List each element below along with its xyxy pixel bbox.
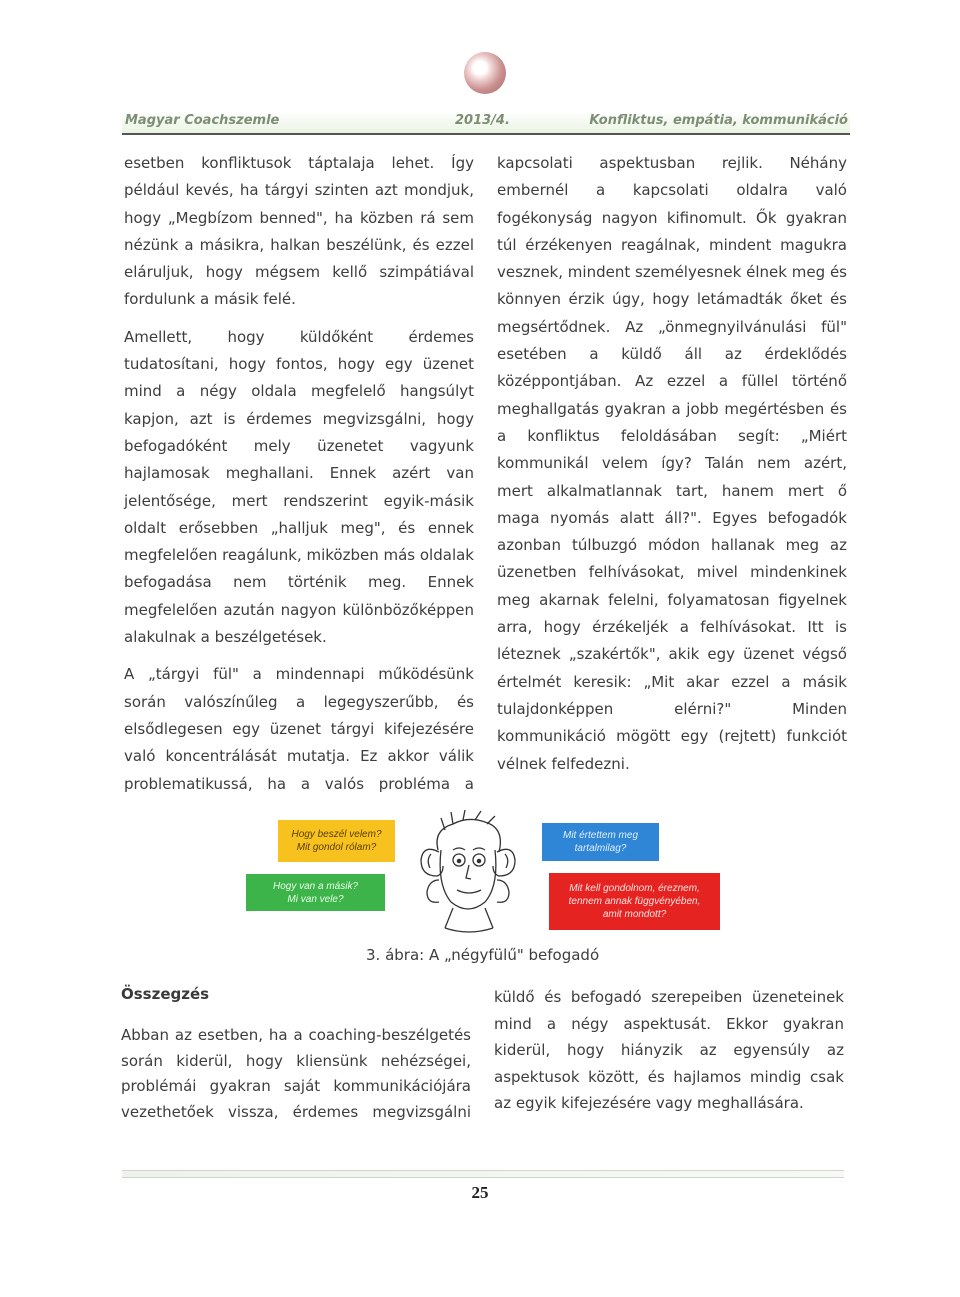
text-line: problematikussá, ha a valós probléma a [124,774,474,793]
text-line: kommunikáció mögött egy (rejtett) funkciót [497,727,847,746]
right-text-column [497,150,847,778]
box-line: tartalmilag? [574,843,627,854]
text-line: megfelelően reagálunk, miközben más oldalak [124,546,474,565]
text-line: vezethetőek vissza, érdemes megvizsgálni [121,1102,471,1121]
page-number: 25 [471,1183,489,1202]
text-line: Abban az esetben, ha a coaching-beszélgetés [121,1026,471,1044]
appeal-ear-box [549,873,720,930]
text-line: meg akarnak felelni, folyamatosan figyelnek [497,590,847,609]
text-line: küldő és befogadó szerepeiben üzeneteinek [494,988,844,1006]
box-line: Hogy van a másik? [272,880,359,892]
text-line: jelentősége, mert rendszerint egyik-másik [124,491,474,510]
box-line: Mit értettem meg [562,830,639,841]
text-line: tulajdonképpen elérni?" Minden [497,699,847,718]
text-line: arra, hogy érzékeljék a felhívásokat. Itt is [497,618,847,637]
text-line: aspektusok között, és hajlamos mindig csak [494,1067,844,1086]
text-line: problémái gyakran saját kommunikációjára [121,1077,471,1095]
text-line: esetében a küldő áll az érdeklődés [497,345,847,364]
box-line: Mit kell gondolnom, éreznem, [569,883,700,894]
text-line: alakulnak a beszélgetések. [124,628,327,647]
text-line: mert alkalmatlannak tart, hanem mert ő [497,481,847,500]
text-line: üzenetben felhívásokat, mivel mindenkinek [497,563,847,582]
box-line: Hogy beszél velem? [291,829,382,840]
box-line: Mi van vele? [287,893,344,905]
text-line: A „tárgyi fül" a mindennapi működésünk [124,665,474,684]
text-line: oldalt erősebben „halljuk meg", és ennek [124,518,474,537]
text-line: középpontjában. Az ezzel a füllel történő [497,372,847,391]
footer-rule [122,1170,844,1178]
text-line: kommunikál velem így? Talán nem azért, [497,454,847,473]
section-title: Konfliktus, empátia, kommunikáció [589,113,848,128]
self-revelation-ear-box [246,874,385,911]
summary-right-column [494,984,844,1117]
text-line: tudatosítani, hogy fontos, hogy egy üzenet [124,355,474,374]
left-text-column [124,150,474,798]
text-line: meghallgatás gyakran a jobb megértésben és [497,399,847,418]
text-line: eláruljuk, hogy mégsem kellő szimpátiával [124,263,474,282]
section-heading-summary: Összegzés [121,985,210,1003]
text-line: értelmét keresik: „Mit akar ezzel a másik [497,672,847,691]
running-header [122,103,850,135]
text-line: kapjon, azt is érdemes megvizsgálni, hogy [124,409,474,428]
text-line: elsődlegesen egy üzenet tárgyi kifejezésére [124,719,474,738]
text-line: kapcsolati aspektusban rejlik. Néhány [497,154,847,172]
text-line: az egyik kifejezésére vagy meghallására. [494,1094,804,1112]
text-line: esetben konfliktusok táptalaja lehet. Így [124,154,474,172]
text-line: könnyen érzik úgy, hogy letámadták őket és [497,290,847,309]
text-line: befogadása nem történik meg. Ennek [124,573,474,592]
text-line: hogy „Megbízom benned", ha közben rá sem [124,208,474,227]
text-line: embernél a kapcsolati oldalra való [497,181,847,200]
text-line: megsértődnek. Az „önmegnyilvánulási fül" [497,317,847,336]
text-line: léteznek „szakértők", akik egy üzenet végső [497,645,847,664]
four-ears-figure [245,810,725,940]
figure-caption: 3. ábra: A „négyfülű" befogadó [366,946,600,964]
summary-left-column [121,1023,471,1125]
relationship-ear-box [278,820,395,862]
four-eared-face-icon [393,810,543,940]
journal-title: Magyar Coachszemle [125,113,280,128]
text-line: vesznek, mindent személyesnek élnek meg és [497,263,847,282]
text-line: azonban túlbuzgó módon hallanak meg az [497,536,847,555]
text-line: mind a négy oldala megfelelő hangsúlyt [124,382,474,401]
text-line: fogékonyság nagyon kifinomult. Ők gyakran [497,208,847,227]
text-line: hajlamosak meghallani. Ennek azért van [124,464,474,483]
text-line: mind a négy aspektusát. Ekkor gyakran [494,1014,844,1033]
text-line: fordulunk a másik felé. [124,290,296,309]
box-line: amit mondott? [602,909,667,920]
box-line: Mit gondol rólam? [296,842,377,853]
text-line: befogadóként mely üzenetet vagyunk [124,436,474,455]
text-line: vélnek felfedezni. [497,754,630,773]
journal-logo-icon [464,52,506,94]
text-line: során valószínűleg a legegyszerűbb, és [124,692,474,711]
text-line: való koncentrálását mutatja. Ez akkor válik [124,747,474,766]
text-line: a konfliktus feloldásában segít: „Miért [497,426,847,445]
text-line: például kevés, ha tárgyi szinten azt mondjuk, [124,181,474,200]
text-line: során kiderül, hogy kliensünk nehézségei, [121,1051,471,1070]
box-line: tennem annak függvényében, [568,896,701,907]
text-line: megfelelően azután nagyon különbözőképpen [124,600,474,619]
text-line: maga nyomás alatt áll?". Egyes befogadók [497,508,847,527]
text-line: túl érzékenyen reagálnak, mindent magukra [497,235,847,254]
factual-ear-box [542,823,659,861]
issue-number: 2013/4. [455,113,510,128]
text-line: Amellett, hogy küldőként érdemes [124,327,474,346]
text-line: kiderül, hogy hiányzik az egyensúly az [494,1041,844,1059]
text-line: nézünk a másikra, halkan beszélünk, és ezzel [124,235,474,254]
